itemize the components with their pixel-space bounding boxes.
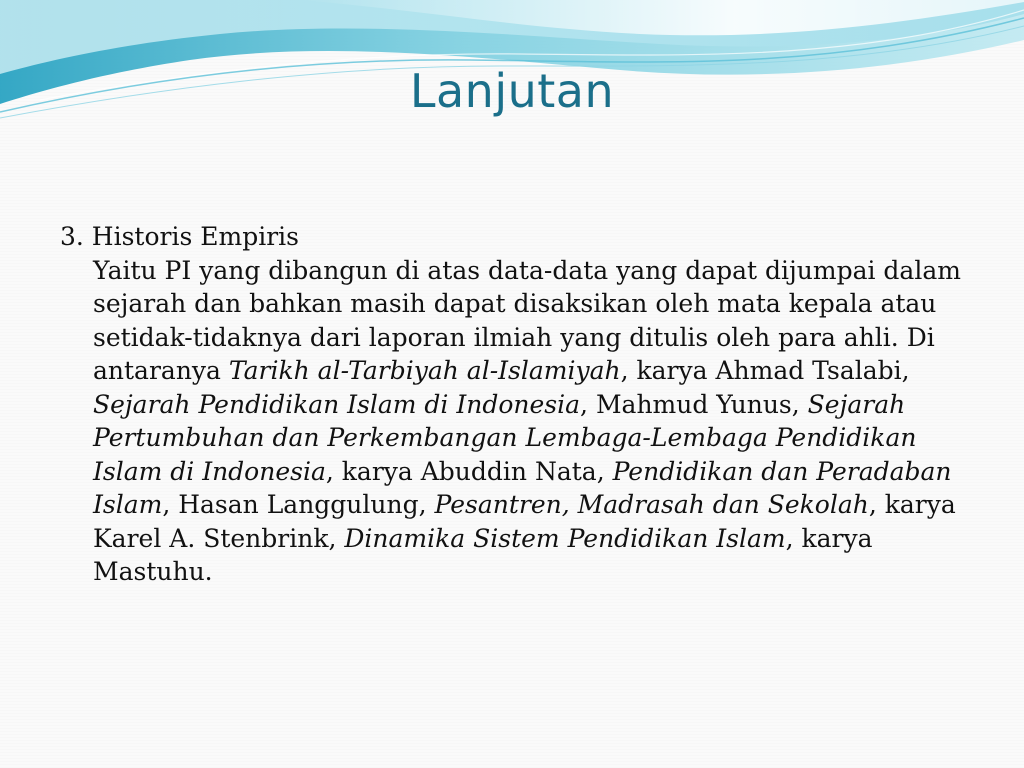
paragraph-segment: , karya Abuddin Nata, [325,456,613,486]
section-paragraph [60,254,970,589]
paragraph-segment: , Hasan Langgulung, [162,490,435,519]
paragraph-segment: , karya Karel A. Stenbrink, [93,490,956,553]
paragraph-segment-italic: Tarikh al-Tarbiyah al-Islamiyah [228,356,621,385]
paragraph-segment: , karya Mastuhu. [93,523,873,586]
section-heading: 3. Historis Empiris [60,222,299,251]
paragraph-segment: , Mahmud Yunus, [580,389,808,419]
paragraph-segment-italic: Sejarah Pendidikan Islam di Indonesia [93,389,581,419]
paragraph-segment: , karya Ahmad Tsalabi, [620,356,910,385]
paragraph-segment: Yaitu PI yang dibangun di atas data-data yang dapat dijumpai dalam sejarah dan bahkan masih dapat disaksikan oleh mata kepala atau setidak-tidaknya dari laporan ilmiah yang ditulis oleh para ahli. Di antaranya [93,255,961,385]
paragraph-segment-italic: Pendidikan dan Peradaban Islam [93,456,952,519]
slide-body [60,220,970,589]
paragraph-segment-italic: Sejarah Pertumbuhan dan Perkembangan Lembaga-Lembaga Pendidikan Islam di Indonesia [93,389,917,486]
paragraph-segment-italic: Dinamika Sistem Pendidikan Islam [344,523,786,553]
paragraph-segment-italic: Pesantren, Madrasah dan Sekolah [434,490,869,519]
slide-title: Lanjutan [409,64,615,118]
